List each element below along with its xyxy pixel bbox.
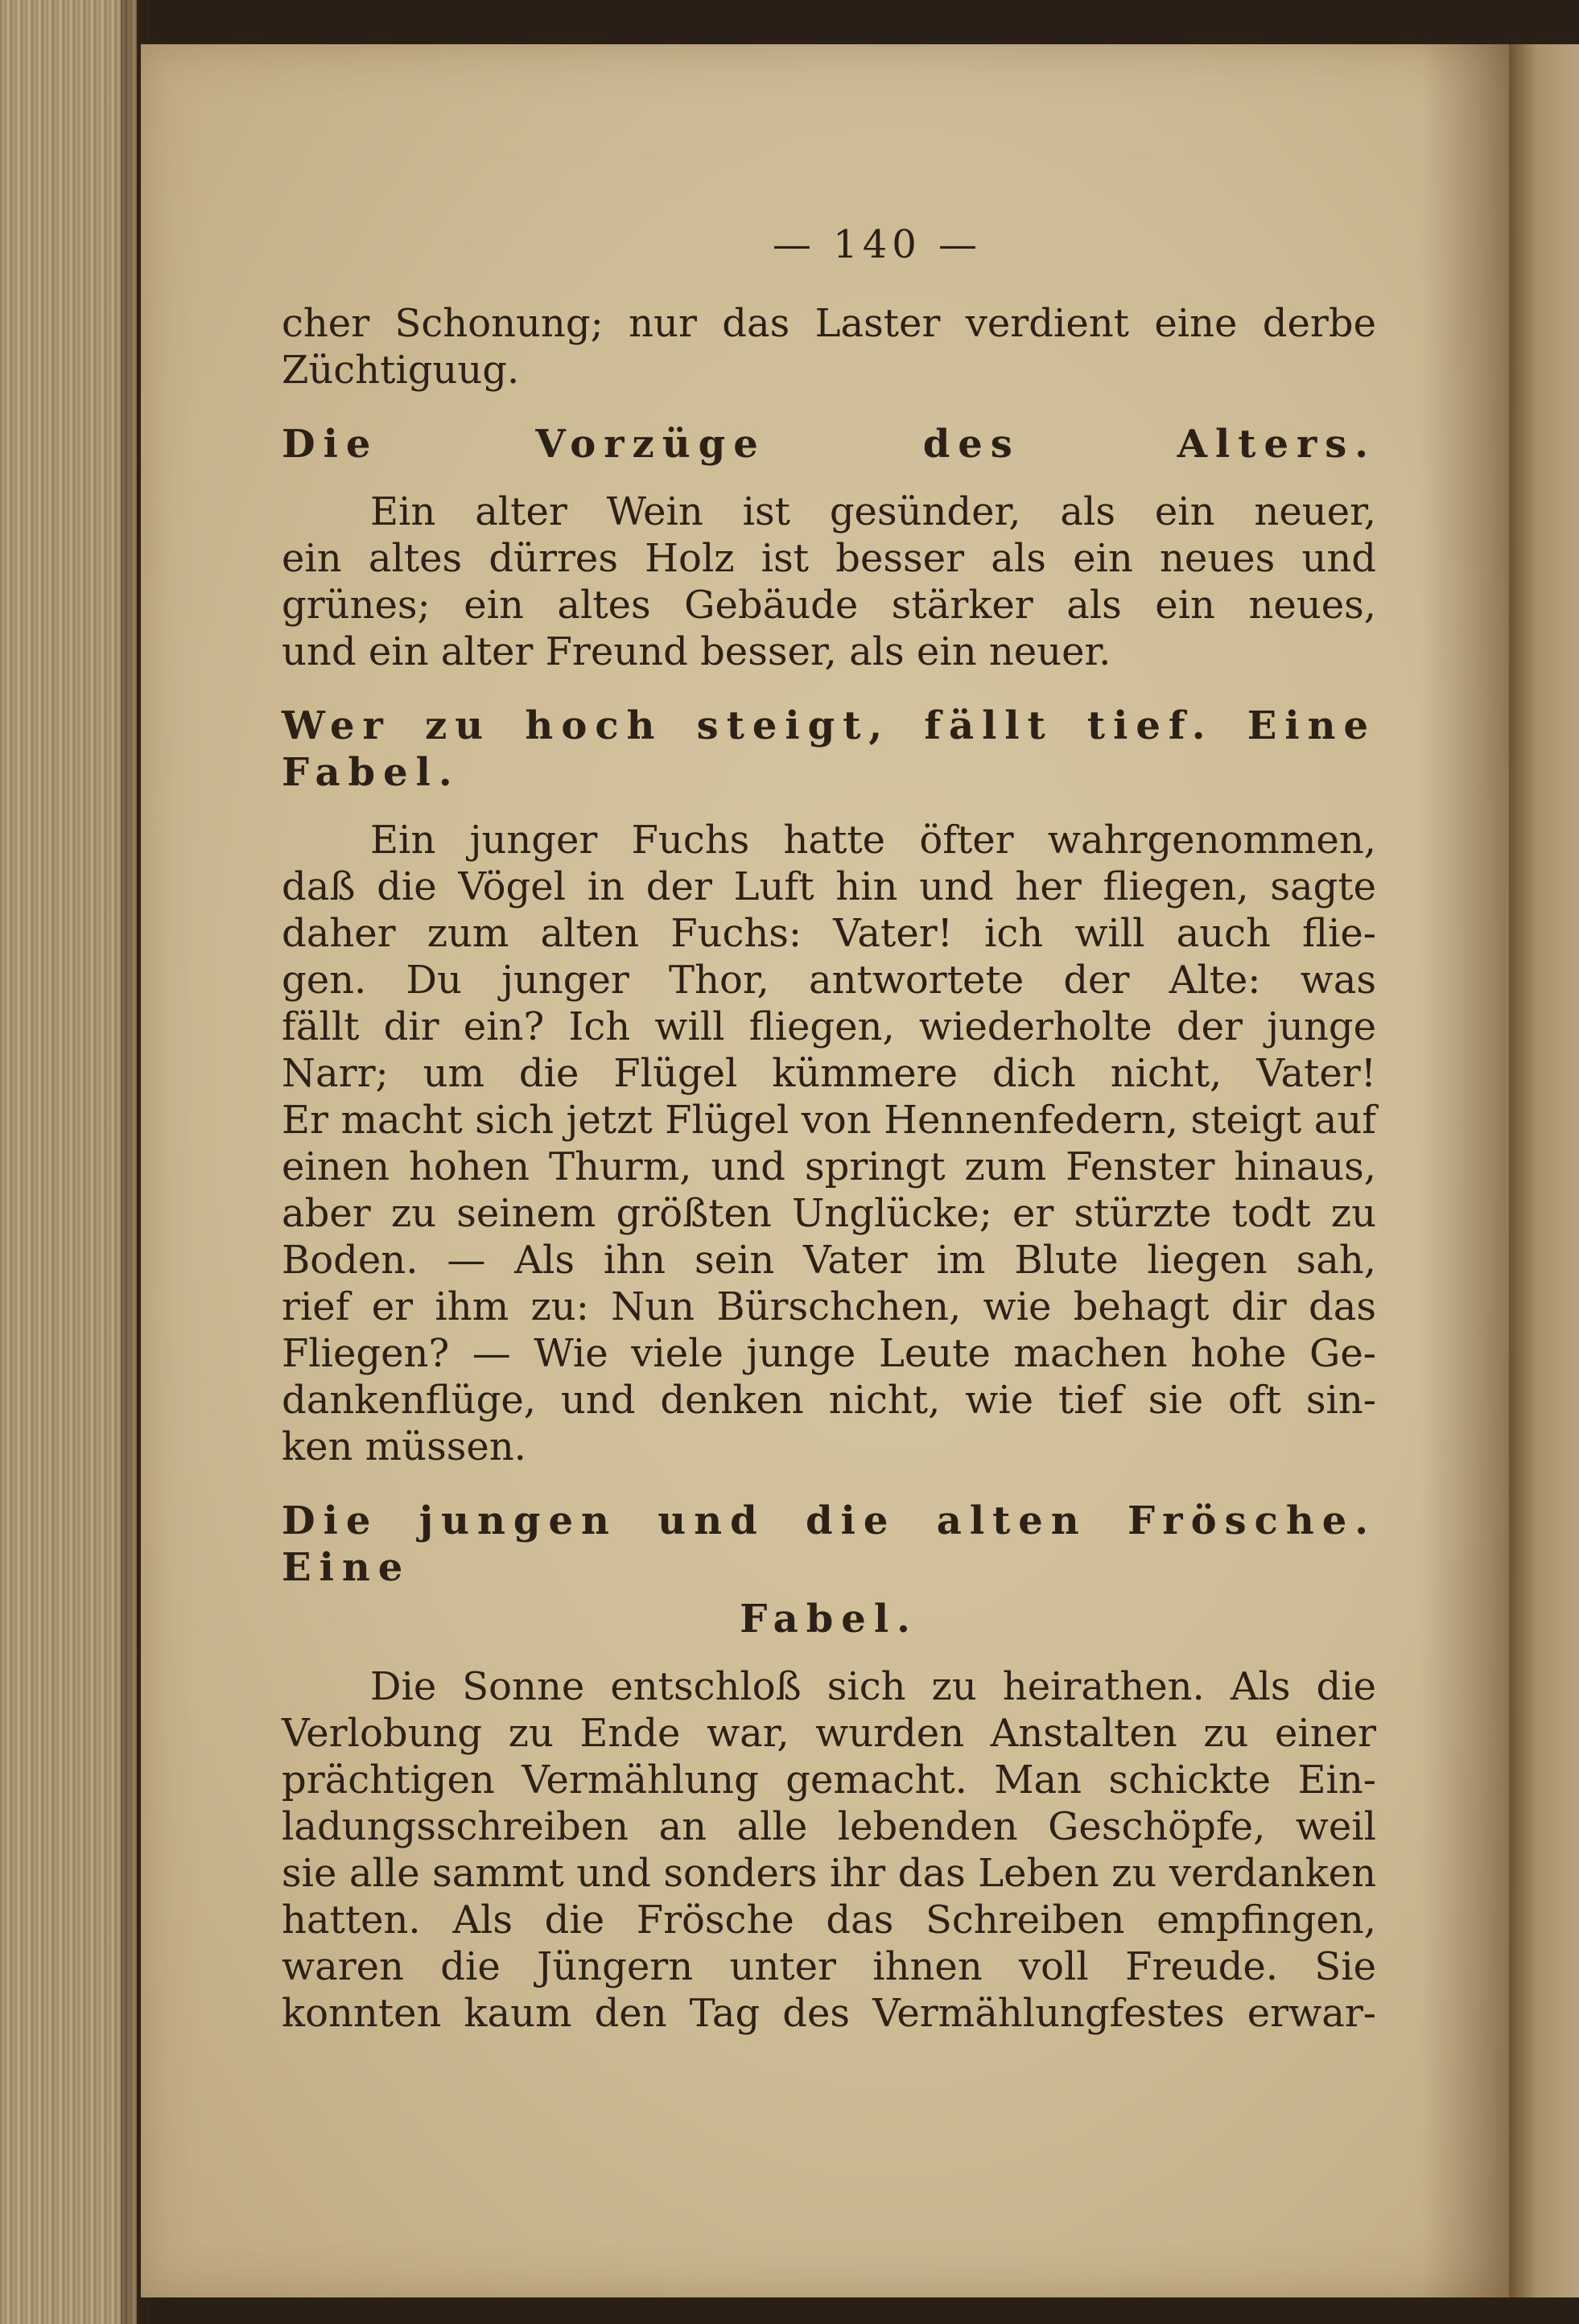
text-line: hatten. Als die Frösche das Schreiben empfingen, bbox=[282, 1898, 1376, 1943]
page-gutter-shadow bbox=[1420, 44, 1509, 2297]
text-line: ken müssen. bbox=[282, 1424, 526, 1469]
section-heading-fuchs: Wer zu hoch steigt, fällt tief. Eine Fabel. bbox=[282, 703, 1376, 795]
text-line: Ein alter Wein ist gesünder, als ein neuer, bbox=[370, 489, 1376, 534]
section-heading-froesche: Die jungen und die alten Frösche. Eine bbox=[282, 1498, 1376, 1590]
text-line: gen. Du junger Thor, antwortete der Alte: was bbox=[282, 958, 1376, 1003]
text-line: fällt dir ein? Ich will fliegen, wiederholte der junge bbox=[282, 1004, 1376, 1049]
text-line: Boden. — Als ihn sein Vater im Blute liegen sah, bbox=[282, 1238, 1376, 1283]
section-paragraph-fuchs bbox=[282, 817, 1376, 1470]
section-heading-vorzuege: Die Vorzüge des Alters. bbox=[282, 422, 1376, 467]
text-line: aber zu seinem größten Unglücke; er stürzte todt zu bbox=[282, 1191, 1376, 1236]
text-line: cher Schonung; nur das Laster verdient eine derbe bbox=[282, 301, 1376, 346]
facing-page-edge bbox=[1509, 44, 1579, 2297]
book-page-edges bbox=[0, 0, 137, 2324]
text-line: sie alle sammt und sonders ihr das Leben zu verdanken bbox=[282, 1851, 1376, 1896]
text-line: Fliegen? — Wie viele junge Leute machen hohe Ge- bbox=[282, 1331, 1376, 1376]
text-line: ladungsschreiben an alle lebenden Geschöpfe, weil bbox=[282, 1804, 1376, 1849]
text-line: Ein junger Fuchs hatte öfter wahrgenommen, bbox=[370, 818, 1376, 863]
text-line: Narr; um die Flügel kümmere dich nicht, Vater! bbox=[282, 1051, 1376, 1096]
text-line: grünes; ein altes Gebäude stärker als ein neues, bbox=[282, 583, 1376, 628]
page-text bbox=[282, 221, 1376, 2037]
text-line: rief er ihm zu: Nun Bürschchen, wie behagt dir das bbox=[282, 1284, 1376, 1329]
section-paragraph-vorzuege bbox=[282, 488, 1376, 675]
text-line: Züchtiguug. bbox=[282, 348, 520, 393]
text-line: waren die Jüngern unter ihnen voll Freude. Sie bbox=[282, 1944, 1376, 1989]
section-paragraph-froesche bbox=[282, 1663, 1376, 2037]
section-heading-froesche-cont: Fabel. bbox=[740, 1597, 918, 1642]
text-line: und ein alter Freund besser, als ein neuer. bbox=[282, 629, 1111, 674]
text-line: daß die Vögel in der Luft hin und her fliegen, sagte bbox=[282, 864, 1376, 909]
text-line: konnten kaum den Tag des Vermählungfestes erwar- bbox=[282, 1991, 1376, 2036]
text-line: einen hohen Thurm, und springt zum Fenster hinaus, bbox=[282, 1144, 1376, 1189]
text-line: prächtigen Vermählung gemacht. Man schickte Ein- bbox=[282, 1757, 1376, 1803]
text-line: Verlobung zu Ende war, wurden Anstalten zu einer bbox=[282, 1711, 1376, 1756]
text-line: Die Sonne entschloß sich zu heirathen. Als die bbox=[370, 1664, 1376, 1709]
text-line: dankenflüge, und denken nicht, wie tief sie oft sin- bbox=[282, 1378, 1376, 1423]
page-number: — 140 — bbox=[772, 222, 983, 267]
continued-paragraph bbox=[282, 300, 1376, 394]
text-line: daher zum alten Fuchs: Vater! ich will auch flie- bbox=[282, 911, 1376, 956]
text-line: ein altes dürres Holz ist besser als ein neues und bbox=[282, 536, 1376, 581]
text-line: Er macht sich jetzt Flügel von Hennenfedern, steigt auf bbox=[282, 1098, 1376, 1143]
